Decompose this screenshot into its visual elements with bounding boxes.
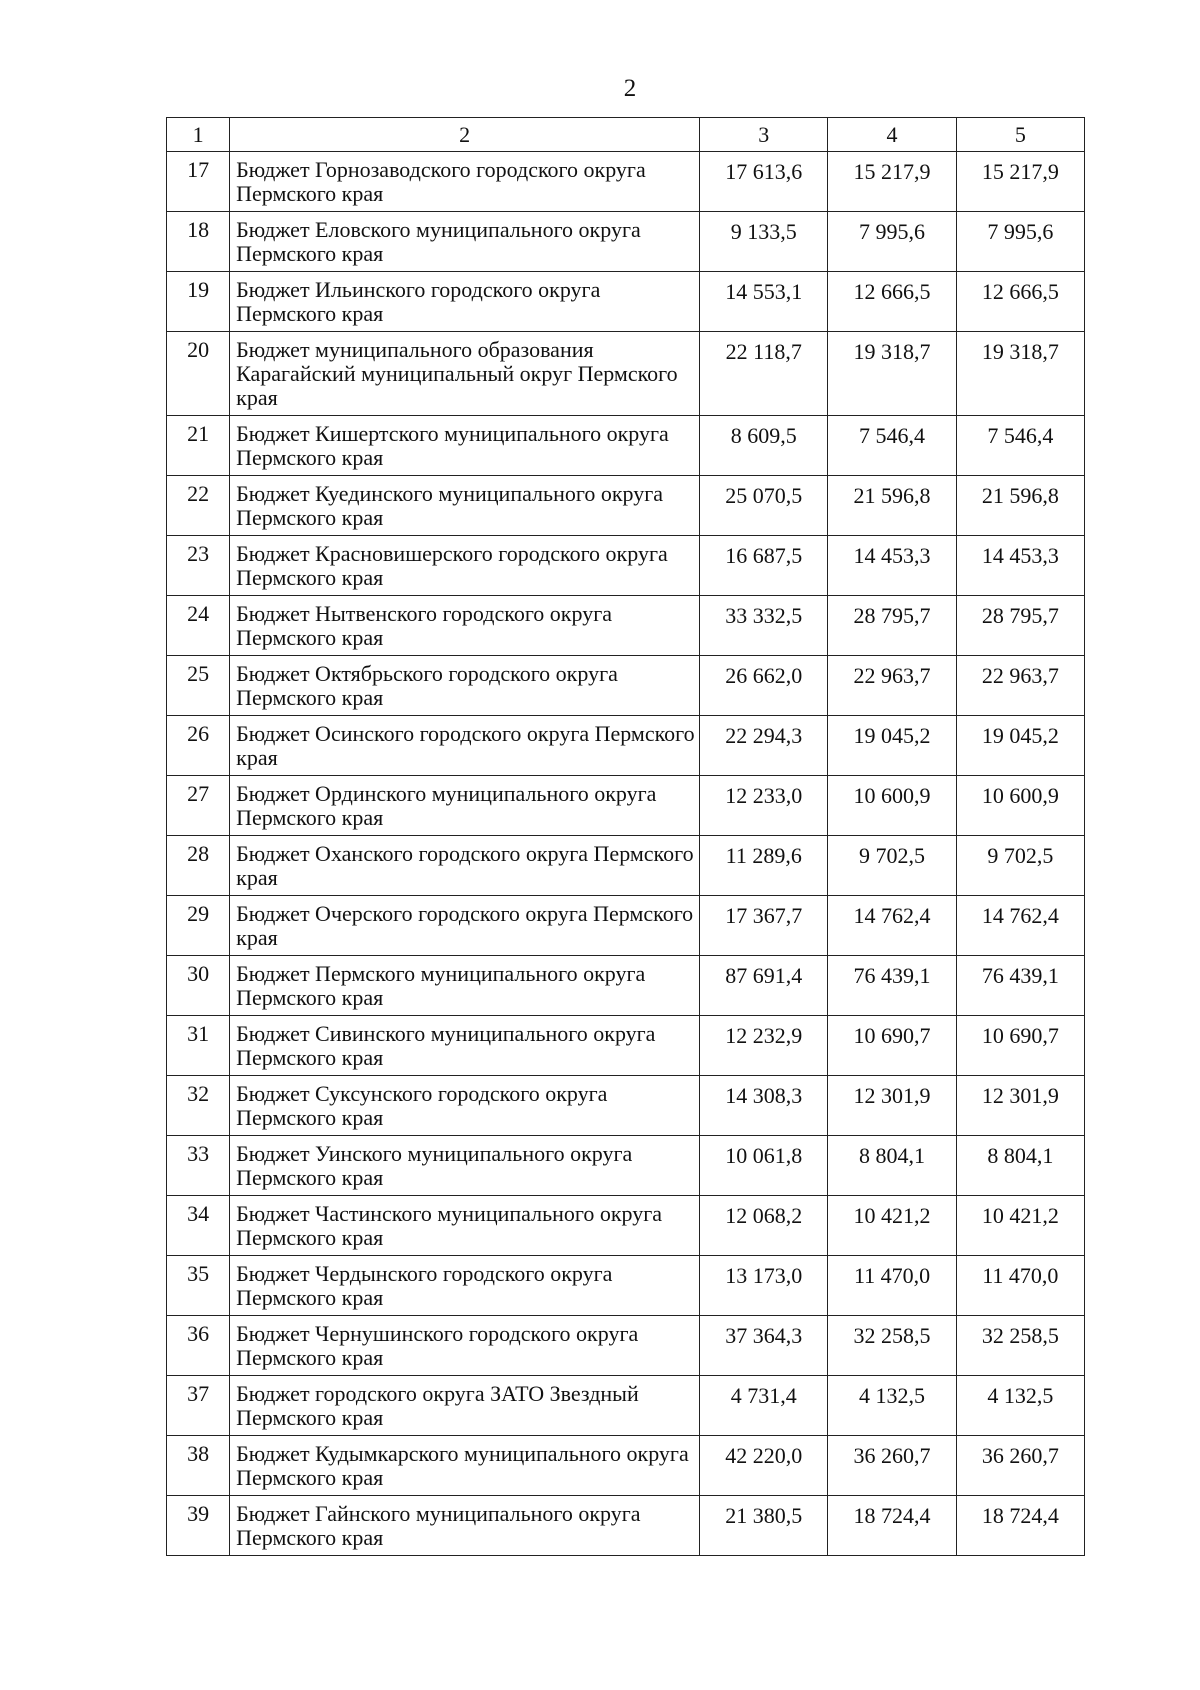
row-number: 29 — [167, 896, 230, 956]
table-row — [167, 1016, 1085, 1076]
value-col3: 14 553,1 — [700, 272, 828, 332]
column-header: 5 — [956, 118, 1084, 152]
row-number: 32 — [167, 1076, 230, 1136]
table-row — [167, 1316, 1085, 1376]
value-col5: 10 600,9 — [956, 776, 1084, 836]
value-col5: 11 470,0 — [956, 1256, 1084, 1316]
budget-name: Бюджет Ильинского городского округа Пермского края — [230, 272, 700, 332]
value-col3: 16 687,5 — [700, 536, 828, 596]
budget-name: Бюджет Осинского городского округа Пермского края — [230, 716, 700, 776]
budget-name: Бюджет Уинского муниципального округа Пермского края — [230, 1136, 700, 1196]
value-col5: 76 439,1 — [956, 956, 1084, 1016]
table-row — [167, 152, 1085, 212]
value-col4: 10 600,9 — [828, 776, 956, 836]
budget-name: Бюджет Суксунского городского округа Пермского края — [230, 1076, 700, 1136]
budget-name: Бюджет городского округа ЗАТО Звездный Пермского края — [230, 1376, 700, 1436]
value-col3: 17 367,7 — [700, 896, 828, 956]
row-number: 33 — [167, 1136, 230, 1196]
column-header: 1 — [167, 118, 230, 152]
value-col3: 21 380,5 — [700, 1496, 828, 1556]
value-col4: 7 995,6 — [828, 212, 956, 272]
table-row — [167, 836, 1085, 896]
value-col3: 42 220,0 — [700, 1436, 828, 1496]
row-number: 24 — [167, 596, 230, 656]
table-row — [167, 896, 1085, 956]
value-col5: 28 795,7 — [956, 596, 1084, 656]
value-col4: 15 217,9 — [828, 152, 956, 212]
table-row — [167, 956, 1085, 1016]
value-col3: 4 731,4 — [700, 1376, 828, 1436]
budget-name: Бюджет Кудымкарского муниципального округа Пермского края — [230, 1436, 700, 1496]
budget-name: Бюджет Очерского городского округа Пермского края — [230, 896, 700, 956]
row-number: 22 — [167, 476, 230, 536]
column-header: 2 — [230, 118, 700, 152]
value-col4: 18 724,4 — [828, 1496, 956, 1556]
value-col3: 33 332,5 — [700, 596, 828, 656]
value-col5: 4 132,5 — [956, 1376, 1084, 1436]
value-col3: 12 233,0 — [700, 776, 828, 836]
value-col5: 8 804,1 — [956, 1136, 1084, 1196]
value-col5: 10 421,2 — [956, 1196, 1084, 1256]
table-row — [167, 1376, 1085, 1436]
row-number: 34 — [167, 1196, 230, 1256]
value-col5: 9 702,5 — [956, 836, 1084, 896]
value-col5: 12 301,9 — [956, 1076, 1084, 1136]
budget-name: Бюджет Еловского муниципального округа Пермского края — [230, 212, 700, 272]
row-number: 31 — [167, 1016, 230, 1076]
value-col3: 25 070,5 — [700, 476, 828, 536]
value-col5: 21 596,8 — [956, 476, 1084, 536]
value-col4: 10 690,7 — [828, 1016, 956, 1076]
value-col5: 14 762,4 — [956, 896, 1084, 956]
table-row — [167, 1076, 1085, 1136]
row-number: 37 — [167, 1376, 230, 1436]
row-number: 18 — [167, 212, 230, 272]
table-row — [167, 272, 1085, 332]
budget-name: Бюджет Частинского муниципального округа Пермского края — [230, 1196, 700, 1256]
budget-name: Бюджет Октябрьского городского округа Пермского края — [230, 656, 700, 716]
value-col4: 76 439,1 — [828, 956, 956, 1016]
value-col4: 19 045,2 — [828, 716, 956, 776]
table-row — [167, 656, 1085, 716]
value-col3: 26 662,0 — [700, 656, 828, 716]
value-col5: 15 217,9 — [956, 152, 1084, 212]
value-col4: 19 318,7 — [828, 332, 956, 416]
budget-name: Бюджет Чердынского городского округа Пермского края — [230, 1256, 700, 1316]
budget-name: Бюджет Кишертского муниципального округа Пермского края — [230, 416, 700, 476]
value-col3: 12 232,9 — [700, 1016, 828, 1076]
row-number: 38 — [167, 1436, 230, 1496]
table-row — [167, 332, 1085, 416]
value-col3: 10 061,8 — [700, 1136, 828, 1196]
budget-name: Бюджет Куединского муниципального округа Пермского края — [230, 476, 700, 536]
budget-name: Бюджет Нытвенского городского округа Пермского края — [230, 596, 700, 656]
value-col3: 87 691,4 — [700, 956, 828, 1016]
value-col5: 22 963,7 — [956, 656, 1084, 716]
value-col3: 12 068,2 — [700, 1196, 828, 1256]
row-number: 19 — [167, 272, 230, 332]
budget-name: Бюджет Красновишерского городского округа Пермского края — [230, 536, 700, 596]
row-number: 39 — [167, 1496, 230, 1556]
value-col5: 36 260,7 — [956, 1436, 1084, 1496]
value-col4: 32 258,5 — [828, 1316, 956, 1376]
value-col3: 14 308,3 — [700, 1076, 828, 1136]
value-col4: 28 795,7 — [828, 596, 956, 656]
value-col5: 10 690,7 — [956, 1016, 1084, 1076]
row-number: 35 — [167, 1256, 230, 1316]
row-number: 26 — [167, 716, 230, 776]
table-row — [167, 416, 1085, 476]
table-row — [167, 776, 1085, 836]
table-row — [167, 1436, 1085, 1496]
value-col4: 10 421,2 — [828, 1196, 956, 1256]
value-col4: 12 666,5 — [828, 272, 956, 332]
table-row — [167, 1136, 1085, 1196]
budget-table — [166, 117, 1085, 1556]
row-number: 36 — [167, 1316, 230, 1376]
value-col5: 7 546,4 — [956, 416, 1084, 476]
budget-name: Бюджет муниципального образования Карагайский муниципальный округ Пермского края — [230, 332, 700, 416]
value-col4: 8 804,1 — [828, 1136, 956, 1196]
value-col3: 22 118,7 — [700, 332, 828, 416]
budget-name: Бюджет Гайнского муниципального округа Пермского края — [230, 1496, 700, 1556]
value-col3: 22 294,3 — [700, 716, 828, 776]
table-row — [167, 596, 1085, 656]
value-col5: 18 724,4 — [956, 1496, 1084, 1556]
row-number: 28 — [167, 836, 230, 896]
value-col4: 22 963,7 — [828, 656, 956, 716]
value-col4: 21 596,8 — [828, 476, 956, 536]
row-number: 17 — [167, 152, 230, 212]
column-header: 4 — [828, 118, 956, 152]
value-col3: 9 133,5 — [700, 212, 828, 272]
budget-name: Бюджет Сивинского муниципального округа Пермского края — [230, 1016, 700, 1076]
row-number: 25 — [167, 656, 230, 716]
value-col3: 17 613,6 — [700, 152, 828, 212]
table-row — [167, 716, 1085, 776]
value-col4: 4 132,5 — [828, 1376, 956, 1436]
table-row — [167, 1256, 1085, 1316]
value-col4: 11 470,0 — [828, 1256, 956, 1316]
budget-name: Бюджет Ординского муниципального округа Пермского края — [230, 776, 700, 836]
value-col5: 7 995,6 — [956, 212, 1084, 272]
value-col3: 37 364,3 — [700, 1316, 828, 1376]
value-col4: 36 260,7 — [828, 1436, 956, 1496]
row-number: 21 — [167, 416, 230, 476]
table-row — [167, 476, 1085, 536]
value-col5: 14 453,3 — [956, 536, 1084, 596]
table-row — [167, 1496, 1085, 1556]
column-header: 3 — [700, 118, 828, 152]
budget-name: Бюджет Горнозаводского городского округа Пермского края — [230, 152, 700, 212]
value-col4: 12 301,9 — [828, 1076, 956, 1136]
row-number: 20 — [167, 332, 230, 416]
table-header-row — [167, 118, 1085, 152]
table-row — [167, 1196, 1085, 1256]
budget-name: Бюджет Оханского городского округа Пермского края — [230, 836, 700, 896]
budget-name: Бюджет Пермского муниципального округа Пермского края — [230, 956, 700, 1016]
value-col4: 14 762,4 — [828, 896, 956, 956]
table-row — [167, 212, 1085, 272]
value-col4: 7 546,4 — [828, 416, 956, 476]
value-col4: 14 453,3 — [828, 536, 956, 596]
row-number: 27 — [167, 776, 230, 836]
value-col5: 19 045,2 — [956, 716, 1084, 776]
row-number: 23 — [167, 536, 230, 596]
value-col3: 11 289,6 — [700, 836, 828, 896]
value-col5: 12 666,5 — [956, 272, 1084, 332]
page-number: 2 — [623, 75, 637, 102]
value-col5: 32 258,5 — [956, 1316, 1084, 1376]
value-col3: 8 609,5 — [700, 416, 828, 476]
row-number: 30 — [167, 956, 230, 1016]
table-row — [167, 536, 1085, 596]
value-col4: 9 702,5 — [828, 836, 956, 896]
value-col3: 13 173,0 — [700, 1256, 828, 1316]
value-col5: 19 318,7 — [956, 332, 1084, 416]
budget-name: Бюджет Чернушинского городского округа Пермского края — [230, 1316, 700, 1376]
